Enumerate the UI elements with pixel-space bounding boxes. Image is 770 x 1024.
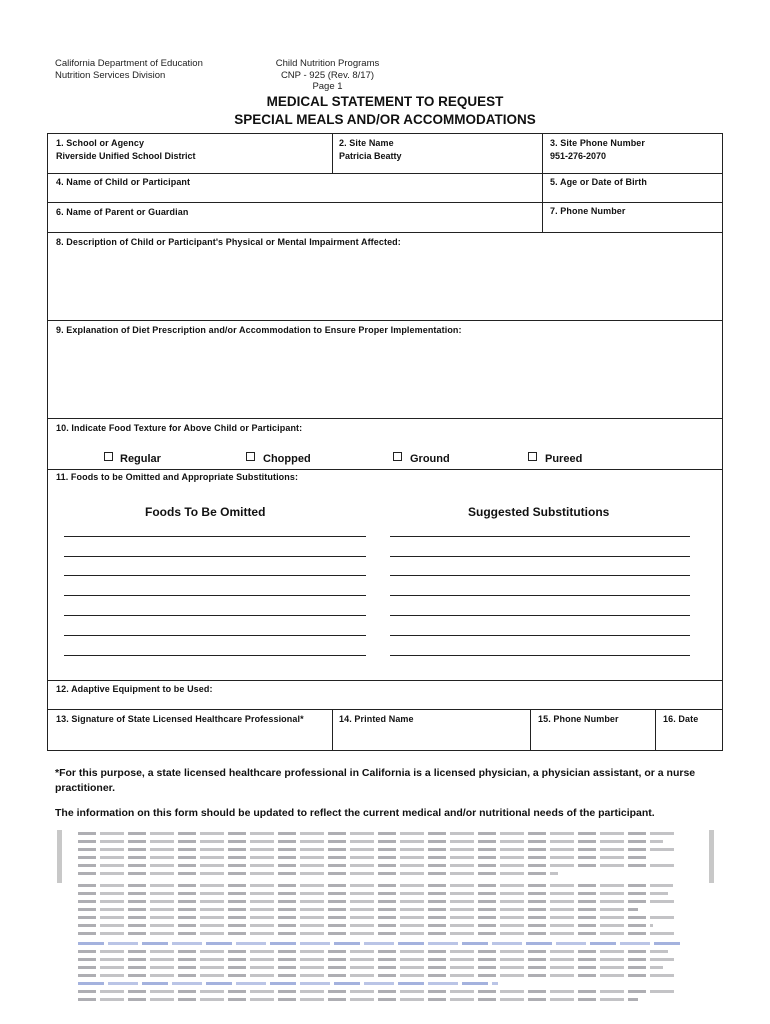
substitution-line-1[interactable] xyxy=(390,536,690,537)
form-title-line2: SPECIAL MEALS AND/OR ACCOMMODATIONS xyxy=(234,112,536,127)
omitted-line-4[interactable] xyxy=(64,595,366,596)
parent-phone-field[interactable]: 7. Phone Number xyxy=(550,206,626,216)
omitted-line-5[interactable] xyxy=(64,615,366,616)
foods-omitted-label: 11. Foods to be Omitted and Appropriate Substitutions: xyxy=(56,472,299,482)
healthcare-phone-field[interactable]: 15. Phone Number xyxy=(538,714,619,724)
ground-checkbox[interactable] xyxy=(393,452,402,461)
site-phone-value[interactable]: 951-276-2070 xyxy=(550,151,607,161)
impairment-description-field[interactable]: 8. Description of Child or Participant's Physical or Mental Impairment Affected: xyxy=(56,237,401,247)
healthcare-professional-footnote: *For this purpose, a state licensed healthcare professional in California is a licensed physician, a physician assistant, or a nurse practitioner. xyxy=(55,767,696,794)
chopped-checkbox[interactable] xyxy=(246,452,255,461)
site-phone-label: 3. Site Phone Number xyxy=(550,138,646,148)
regular-checkbox[interactable] xyxy=(104,452,113,461)
suggested-substitutions-heading: Suggested Substitutions xyxy=(468,505,610,519)
medical-statement-form xyxy=(47,133,723,751)
foods-to-be-omitted-heading: Foods To Be Omitted xyxy=(145,505,266,519)
pureed-label: Pureed xyxy=(545,453,583,465)
pureed-checkbox[interactable] xyxy=(528,452,537,461)
substitution-line-5[interactable] xyxy=(390,615,690,616)
substitution-line-7[interactable] xyxy=(390,655,690,656)
omitted-line-2[interactable] xyxy=(64,556,366,557)
substitution-line-6[interactable] xyxy=(390,635,690,636)
parent-name-field[interactable]: 6. Name of Parent or Guardian xyxy=(56,207,189,217)
ground-label: Ground xyxy=(410,453,450,465)
page-number: Page 1 xyxy=(312,81,343,92)
chopped-label: Chopped xyxy=(263,453,311,465)
form-number: CNP - 925 (Rev. 8/17) xyxy=(280,69,375,81)
omitted-line-3[interactable] xyxy=(64,575,366,576)
update-notice: The information on this form should be updated to reflect the current medical and/or nutritional needs of the participant. xyxy=(55,807,655,819)
form-title xyxy=(0,93,770,128)
substitution-line-2[interactable] xyxy=(390,556,690,557)
illegible-text-lines xyxy=(78,832,688,1002)
division-name: Nutrition Services Division xyxy=(55,69,166,81)
site-name-label: 2. Site Name xyxy=(339,138,394,148)
regular-label: Regular xyxy=(120,453,161,465)
agency-name: California Department of Education xyxy=(55,58,203,69)
omitted-line-7[interactable] xyxy=(64,655,366,656)
age-dob-field[interactable]: 5. Age or Date of Birth xyxy=(550,177,647,187)
diet-explanation-field[interactable]: 9. Explanation of Diet Prescription and/or Accommodation to Ensure Proper Implementation: xyxy=(56,325,462,335)
program-header xyxy=(255,58,400,93)
food-texture-label: 10. Indicate Food Texture for Above Child or Participant: xyxy=(56,423,303,433)
omitted-line-1[interactable] xyxy=(64,536,366,537)
printed-name-field[interactable]: 14. Printed Name xyxy=(339,714,414,724)
program-name: Child Nutrition Programs xyxy=(275,58,380,69)
signature-field[interactable]: 13. Signature of State Licensed Healthcare Professional* xyxy=(56,714,304,724)
school-agency-label: 1. School or Agency xyxy=(56,138,145,148)
form-title-line1: MEDICAL STATEMENT TO REQUEST xyxy=(266,94,504,109)
child-name-field[interactable]: 4. Name of Child or Participant xyxy=(56,177,191,187)
date-field[interactable]: 16. Date xyxy=(663,714,699,724)
omitted-line-6[interactable] xyxy=(64,635,366,636)
substitution-line-3[interactable] xyxy=(390,575,690,576)
adaptive-equipment-field[interactable]: 12. Adaptive Equipment to be Used: xyxy=(56,684,213,694)
school-agency-value[interactable]: Riverside Unified School District xyxy=(56,151,196,161)
site-name-value[interactable]: Patricia Beatty xyxy=(339,151,402,161)
substitution-line-4[interactable] xyxy=(390,595,690,596)
agency-header xyxy=(55,58,203,81)
